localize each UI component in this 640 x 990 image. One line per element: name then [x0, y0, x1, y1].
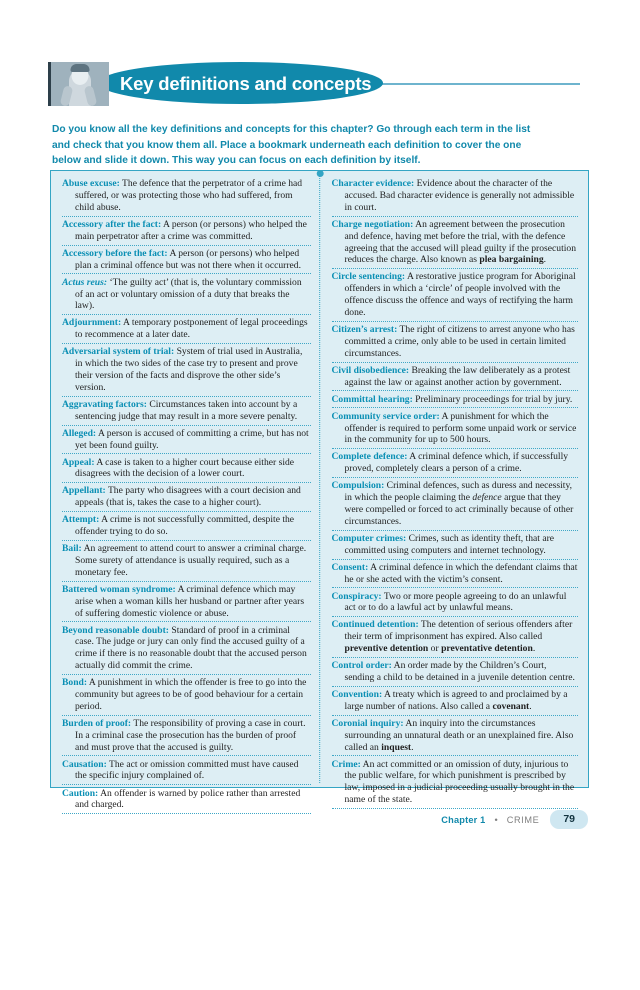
- definition-text: Preliminary proceedings for trial by jury.: [412, 393, 573, 405]
- definition-alias: plea bargaining: [479, 254, 544, 266]
- definitions-column-left: [51, 176, 320, 811]
- page-header-banner: [48, 62, 548, 106]
- definition-entry: [332, 478, 579, 531]
- definition-alias: covenant: [492, 700, 530, 712]
- definition-term: Abuse excuse:: [62, 178, 120, 190]
- definition-entry: [62, 756, 311, 785]
- definition-text: An order made by the Children’s Court, sending a child to be detained in a juvenile detention centre.: [344, 660, 575, 683]
- definition-term: Community service order:: [331, 410, 440, 422]
- footer-separator: •: [494, 814, 498, 825]
- definition-text: Breaking the law deliberately as a protest against the law or against another action by government.: [344, 364, 571, 388]
- definition-text: An inquiry into the circumstances surrounding an unnatural death or an unexplained fire. Also called an: [344, 717, 574, 753]
- definition-term: Caution:: [62, 787, 99, 799]
- definition-term: Continued detention:: [331, 619, 419, 631]
- definition-term: Appellant:: [62, 485, 106, 497]
- definition-term: Beyond reasonable doubt:: [62, 624, 169, 636]
- definition-text: An act committed or an omission of duty, injurious to the public welfare, for which punishment is prescribed by law, imposed in a judicial proceeding usually brought in the name of the state.: [344, 758, 575, 806]
- definition-text: The detention of serious offenders after their term of imprisonment has expired. Also called: [344, 619, 573, 643]
- definition-text: A temporary postponement of legal proceedings to recommence at a later date.: [75, 317, 308, 341]
- definition-term: Control order:: [331, 660, 392, 672]
- definition-term: Character evidence:: [331, 178, 415, 190]
- definition-emphasis: defence: [472, 492, 502, 504]
- definition-entry: [332, 756, 579, 809]
- definition-term: Battered woman syndrome:: [62, 583, 176, 595]
- definition-text: A person (or persons) who helped plan a criminal offence but was not there when it occurred.: [75, 247, 301, 271]
- definition-text: Standard of proof in a criminal case. The judge or jury can only find the accused guilty of a crime if there is no reasonable doubt that the accused person actually did commit the crime.: [75, 624, 307, 672]
- definition-entry: [332, 658, 579, 687]
- definition-text: The responsibility of proving a case in court. In a criminal case the prosecution has the burden of proof and must prove that the accused is guilty.: [75, 717, 306, 753]
- definition-text: Crimes, such as identity theft, that are committed using computers and internet technology.: [344, 532, 555, 556]
- definition-entry: [332, 449, 579, 478]
- definitions-column-right: [320, 176, 589, 806]
- definition-term: Crime:: [331, 758, 361, 770]
- definition-entry: [62, 785, 311, 814]
- footer-chapter-label: Chapter 1: [441, 814, 486, 825]
- definition-entry: [62, 675, 311, 716]
- definition-entry: [332, 391, 579, 408]
- definition-text-end: .: [543, 254, 547, 266]
- definition-term: Convention:: [331, 689, 383, 701]
- page-footer: [441, 810, 588, 829]
- definition-entry: [62, 217, 311, 246]
- definition-term: Accessory after the fact:: [62, 218, 162, 230]
- definition-term: Adversarial system of trial:: [62, 346, 175, 358]
- definition-term: Citizen’s arrest:: [331, 324, 398, 336]
- definition-text: A crime is not successfully committed, despite the offender trying to do so.: [75, 514, 295, 538]
- definition-text: A criminal defence in which the defendant claims that he or she acted with the victim’s consent.: [344, 561, 578, 585]
- definition-term: Charge negotiation:: [331, 218, 414, 230]
- boxer-photo: [48, 62, 109, 106]
- definition-text: Two or more people agreeing to do an unlawful act or to do a lawful act by unlawful means.: [344, 590, 567, 614]
- definition-alias: preventive detention: [344, 643, 429, 655]
- definition-term: Circle sentencing:: [331, 271, 406, 283]
- definition-text: Criminal defences, such as duress and necessity, in which the people claiming the: [344, 480, 573, 504]
- definition-text: A restorative justice program for Aboriginal offenders in which a ‘circle’ of people involved with the offence discuss the offence and ways of rectifying the harm done.: [344, 271, 576, 318]
- definition-term: Adjournment:: [62, 317, 122, 329]
- page-number-badge: 79: [550, 810, 588, 829]
- definition-term: Attempt:: [62, 514, 100, 526]
- definition-entry: [62, 397, 311, 426]
- definition-term: Conspiracy:: [331, 590, 382, 602]
- definition-text: A case is taken to a higher court because either side disagrees with the decision of a lower court.: [75, 456, 295, 480]
- definition-term: Bail:: [62, 543, 82, 555]
- definition-entry: [332, 588, 579, 617]
- definition-text-end: .: [529, 700, 532, 712]
- definition-term: Complete defence:: [331, 451, 408, 463]
- definition-text-end: .: [411, 741, 414, 753]
- definition-entry: [332, 217, 579, 270]
- definition-term: Computer crimes:: [331, 532, 407, 544]
- definition-term: Alleged:: [62, 427, 97, 439]
- definition-term: Burden of proof:: [62, 717, 132, 729]
- definition-entry: [62, 426, 311, 455]
- definition-entry: [62, 716, 311, 757]
- intro-paragraph: Do you know all the key definitions and concepts for this chapter? Go through each term in the list and check that you know them all. Place a bookmark underneath each definition to cover the one below and slide it down. This way you can focus on each definition by itself.: [52, 124, 531, 167]
- definition-entry: [332, 322, 579, 363]
- definition-text: A punishment for which the offender is required to perform some unpaid work or service in the community for up to 500 hours.: [344, 410, 577, 446]
- definition-entry: [62, 454, 311, 483]
- definition-text: Circumstances taken into account by a sentencing judge that may result in a more severe penalty.: [75, 398, 298, 422]
- definition-text: The right of citizens to arrest anyone who has committed a crime, only able to be used in certain limited circumstances.: [344, 324, 575, 359]
- definition-entry: [62, 344, 311, 397]
- definition-text: A punishment in which the offender is free to go into the community but agrees to be of good behaviour for a certain period.: [75, 677, 307, 712]
- definition-term: Compulsion:: [331, 480, 385, 492]
- definition-text: Evidence about the character of the accused. Bad character evidence is generally not admissible in court.: [344, 178, 575, 213]
- definition-term: Causation:: [62, 758, 107, 770]
- definition-text: A person (or persons) who helped the main perpetrator after a crime was committed.: [75, 218, 307, 242]
- definition-term: Civil disobedience:: [331, 364, 410, 376]
- definition-entry: [62, 512, 311, 541]
- page-title: Key definitions and concepts: [120, 73, 372, 94]
- definition-term: Aggravating factors:: [62, 398, 147, 410]
- definition-entry: [62, 274, 311, 315]
- definition-entry: [332, 363, 579, 392]
- definition-text-end: .: [532, 643, 536, 655]
- definition-text: A criminal defence which, if successfully proved, completely clears a person of a crime.: [344, 451, 569, 475]
- definition-text: An offender is warned by police rather than arrested and charged.: [75, 787, 301, 811]
- definition-entry: [332, 176, 579, 217]
- definition-text: ‘The guilty act’ (that is, the voluntary commission of an act or voluntary omission of a duty that breaks the law).: [75, 276, 302, 312]
- definition-entry: [332, 617, 579, 658]
- definition-entry: [62, 315, 311, 344]
- definition-entry: [62, 176, 311, 217]
- definition-entry: [332, 560, 579, 589]
- definition-term: Accessory before the fact:: [62, 247, 168, 259]
- definition-entry: [62, 483, 311, 512]
- definition-text-end: argue that they were compelled or forced to act criminally because of other circumstances.: [344, 492, 574, 527]
- definition-entry: [332, 531, 579, 560]
- footer-section-label: CRIME: [506, 814, 540, 825]
- definition-term: Actus reus:: [62, 276, 108, 288]
- definition-text: The defence that the perpetrator of a crime had suffered, or was protecting those who had suffered, from child abuse.: [75, 178, 303, 213]
- definition-text: An agreement between the prosecution and defence, having met before the trial, with the defence agreeing that the accused will plead guilty if the prosecution reduces the charge. Also known as: [344, 218, 577, 266]
- definition-entry: [332, 716, 579, 757]
- definition-entry: [332, 408, 579, 449]
- definition-term: Appeal:: [62, 456, 95, 468]
- definitions-panel: [50, 170, 589, 811]
- definition-term: Bond:: [62, 677, 88, 689]
- definition-text: An agreement to attend court to answer a criminal charge. Some surety of attendance is usually required, such as a monetary fee.: [75, 543, 307, 578]
- definition-text: A treaty which is agreed to and proclaimed by a large number of nations. Also called a: [344, 689, 568, 712]
- definition-entry: [62, 622, 311, 675]
- definition-text: The party who disagrees with a court decision and appeals (that is, takes the case to a higher court).: [75, 485, 301, 509]
- divider-dot: [316, 170, 323, 177]
- definition-text: The act or omission committed must have caused the specific injury complained of.: [75, 758, 299, 782]
- definition-term: Consent:: [331, 561, 369, 573]
- definition-entry: [62, 246, 311, 275]
- definition-term: Committal hearing:: [331, 393, 413, 405]
- definition-conjunction: or: [428, 643, 442, 655]
- definition-entry: [332, 269, 579, 322]
- definition-text: A person is accused of committing a crime, but has not yet been found guilty.: [75, 427, 309, 451]
- definition-entry: [332, 687, 579, 716]
- definition-alias: inquest: [381, 741, 412, 753]
- definition-entry: [62, 582, 311, 623]
- definition-entry: [62, 541, 311, 582]
- definition-alias-alt: preventative detention: [441, 643, 533, 655]
- definition-term: Coronial inquiry:: [331, 717, 404, 729]
- definition-text: System of trial used in Australia, in which the two sides of the case try to present and prove their version of the facts and disprove the other side’s version.: [75, 346, 303, 393]
- definition-text: A criminal defence which may arise when a woman kills her husband or partner after years of suffering domestic violence or abuse.: [75, 583, 305, 619]
- column-divider: [319, 175, 320, 783]
